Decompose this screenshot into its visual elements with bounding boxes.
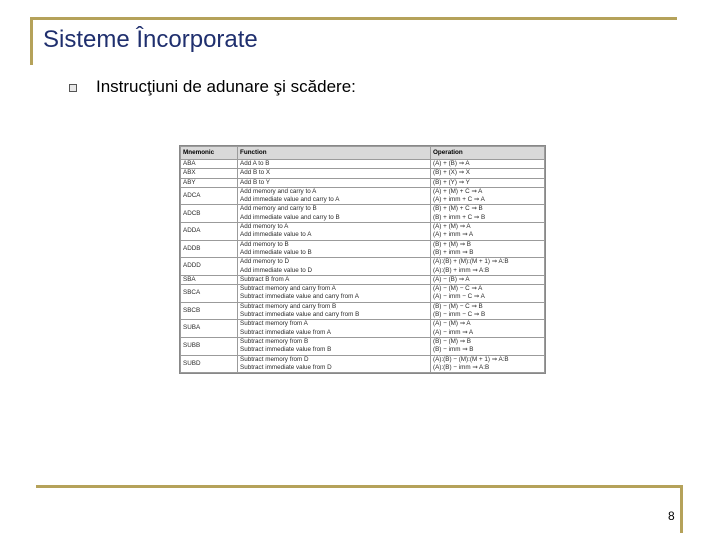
- frame-right-border: [680, 485, 683, 533]
- mnemonic-cell: ADDD: [181, 258, 238, 276]
- table-row: [181, 160, 545, 169]
- table-row: [181, 205, 545, 223]
- function-cell: [238, 160, 431, 169]
- function-cell: [238, 258, 431, 276]
- operation-line: (B) + (M) ⇒ B: [433, 240, 471, 248]
- square-bullet-icon: [69, 84, 77, 92]
- operation-line: (A) + imm ⇒ A: [433, 231, 474, 239]
- function-cell: [238, 302, 431, 320]
- function-line: Add immediate value to B: [240, 248, 312, 256]
- header-operation: Operation: [431, 147, 545, 160]
- table-header-row: [181, 147, 545, 160]
- mnemonic-cell: SUBA: [181, 320, 238, 338]
- function-cell: [238, 275, 431, 284]
- table-row: [181, 337, 545, 355]
- operation-line: (A) + (M) + C ⇒ A: [433, 187, 483, 195]
- table-row: [181, 302, 545, 320]
- function-line: Subtract immediate value from B: [240, 346, 332, 354]
- function-line: Subtract immediate value from A: [240, 328, 331, 336]
- function-line: Add A to B: [240, 160, 270, 167]
- function-line: Add B to X: [240, 169, 271, 177]
- operation-cell: [431, 355, 545, 373]
- function-line: Subtract memory from B: [240, 337, 309, 345]
- mnemonic-cell: ABA: [181, 160, 238, 169]
- mnemonic-cell: ABX: [181, 169, 238, 178]
- operation-cell: [431, 223, 545, 241]
- function-line: Subtract immediate value from D: [240, 363, 332, 371]
- function-cell: [238, 178, 431, 187]
- operation-cell: [431, 169, 545, 178]
- function-line: Subtract memory from A: [240, 320, 308, 328]
- function-line: Add memory and carry to A: [240, 187, 317, 195]
- operation-line: (A) + (M) ⇒ A: [433, 223, 471, 231]
- operation-line: (A) − (B) ⇒ A: [433, 275, 470, 283]
- operation-cell: [431, 205, 545, 223]
- mnemonic-cell: SBA: [181, 275, 238, 284]
- mnemonic-cell: SUBD: [181, 355, 238, 373]
- function-line: Subtract memory and carry from A: [240, 285, 336, 293]
- function-line: Add memory to B: [240, 240, 289, 248]
- instruction-table: [179, 145, 546, 374]
- mnemonic-cell: ADDA: [181, 223, 238, 241]
- function-cell: [238, 187, 431, 205]
- function-line: Subtract memory from D: [240, 355, 309, 363]
- function-cell: [238, 285, 431, 303]
- operation-line: (A) − (M) ⇒ A: [433, 320, 471, 328]
- table-row: [181, 275, 545, 284]
- function-line: Add immediate value and carry to A: [240, 196, 340, 204]
- function-line: Subtract immediate value and carry from B: [240, 311, 360, 319]
- function-cell: [238, 355, 431, 373]
- mnemonic-cell: SUBB: [181, 337, 238, 355]
- operation-line: (B) + (X) ⇒ X: [433, 169, 470, 177]
- function-line: Subtract memory and carry from B: [240, 302, 337, 310]
- operation-cell: [431, 285, 545, 303]
- function-cell: [238, 223, 431, 241]
- operation-line: (B) + (Y) ⇒ Y: [433, 178, 470, 186]
- table-row: [181, 258, 545, 276]
- function-cell: [238, 169, 431, 178]
- table-row: [181, 285, 545, 303]
- table-row: [181, 178, 545, 187]
- operation-line: (B) − imm ⇒ B: [433, 346, 474, 354]
- frame-left-border: [30, 17, 33, 65]
- table-row: [181, 320, 545, 338]
- mnemonic-cell: SBCA: [181, 285, 238, 303]
- function-line: Add immediate value to D: [240, 266, 313, 274]
- operation-cell: [431, 178, 545, 187]
- mnemonic-cell: ABY: [181, 178, 238, 187]
- operation-cell: [431, 320, 545, 338]
- function-line: Add memory and carry to B: [240, 205, 317, 213]
- operation-line: (B) − imm − C ⇒ B: [433, 311, 486, 319]
- table-row: [181, 355, 545, 373]
- operation-line: (B) − (M) ⇒ B: [433, 337, 471, 345]
- operation-line: (A):(B) − imm ⇒ A:B: [433, 363, 490, 371]
- operation-cell: [431, 240, 545, 258]
- operation-line: (A):(B) + (M):(M + 1) ⇒ A:B: [433, 258, 509, 266]
- operation-cell: [431, 302, 545, 320]
- frame-top-border: [30, 17, 677, 20]
- operation-cell: [431, 187, 545, 205]
- slide-title: Sisteme Încorporate: [43, 26, 258, 53]
- function-line: Add memory to A: [240, 223, 289, 231]
- table-body: [181, 160, 545, 373]
- bullet-text: Instrucţiuni de adunare şi scădere:: [96, 77, 356, 96]
- page-number: 8: [668, 509, 675, 523]
- operation-cell: [431, 258, 545, 276]
- function-line: Subtract immediate value and carry from A: [240, 293, 359, 301]
- operation-line: (B) + imm + C ⇒ B: [433, 213, 486, 221]
- function-cell: [238, 337, 431, 355]
- operation-line: (A):(B) − (M):(M + 1) ⇒ A:B: [433, 355, 509, 363]
- function-line: Add memory to D: [240, 258, 289, 266]
- function-cell: [238, 320, 431, 338]
- mnemonic-cell: ADCA: [181, 187, 238, 205]
- frame-bottom-border: [36, 485, 683, 488]
- operation-line: (A) + (B) ⇒ A: [433, 160, 470, 167]
- mnemonic-cell: ADDB: [181, 240, 238, 258]
- operation-line: (A):(B) + imm ⇒ A:B: [433, 266, 490, 274]
- operation-line: (A) − imm − C ⇒ A: [433, 293, 485, 301]
- table-row: [181, 240, 545, 258]
- header-mnemonic: Mnemonic: [181, 147, 238, 160]
- function-line: Add immediate value to A: [240, 231, 312, 239]
- function-line: Add B to Y: [240, 178, 270, 186]
- table-row: [181, 187, 545, 205]
- operation-line: (A) + imm + C ⇒ A: [433, 196, 485, 204]
- operation-line: (B) − (M) − C ⇒ B: [433, 302, 483, 310]
- mnemonic-cell: SBCB: [181, 302, 238, 320]
- operation-cell: [431, 275, 545, 284]
- mnemonic-cell: ADCB: [181, 205, 238, 223]
- function-line: Subtract B from A: [240, 275, 290, 283]
- operation-line: (A) − imm ⇒ A: [433, 328, 474, 336]
- table-row: [181, 223, 545, 241]
- operation-line: (B) + imm ⇒ B: [433, 248, 474, 256]
- function-cell: [238, 205, 431, 223]
- operation-line: (A) − (M) − C ⇒ A: [433, 285, 483, 293]
- function-cell: [238, 240, 431, 258]
- operation-line: (B) + (M) + C ⇒ B: [433, 205, 483, 213]
- header-function: Function: [238, 147, 431, 160]
- table-row: [181, 169, 545, 178]
- operation-cell: [431, 160, 545, 169]
- operation-cell: [431, 337, 545, 355]
- function-line: Add immediate value and carry to B: [240, 213, 340, 221]
